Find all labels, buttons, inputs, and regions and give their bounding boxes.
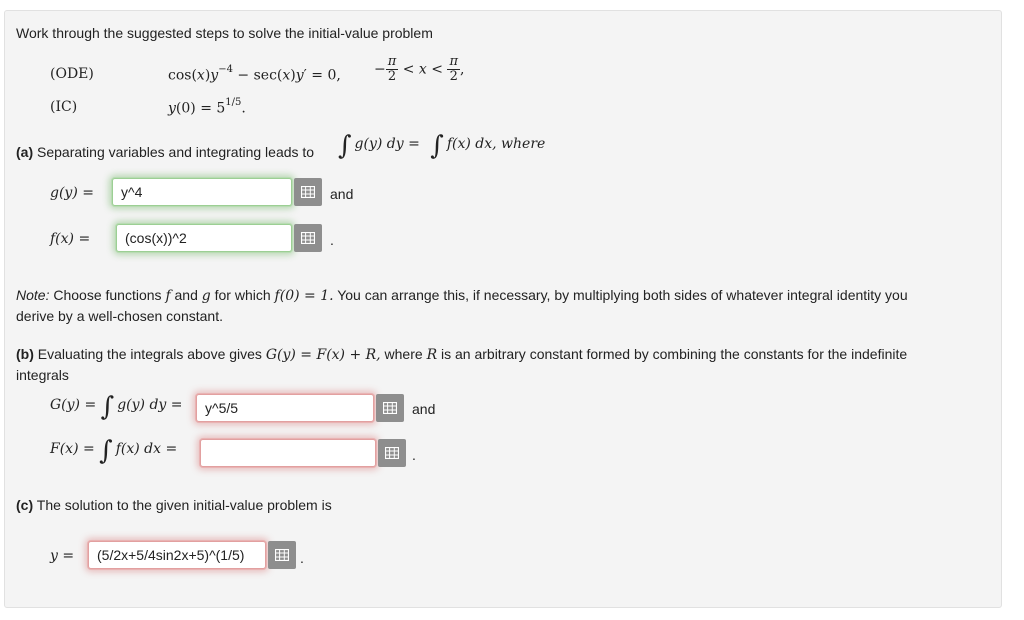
period-b: . xyxy=(412,447,416,463)
F-expression: F(x) = ∫ f(x) dx = xyxy=(50,436,178,466)
grid-icon xyxy=(275,549,289,561)
ode-label: (ODE) xyxy=(50,66,94,82)
period-c: . xyxy=(300,550,304,566)
G-input[interactable]: y^5/5 xyxy=(196,394,374,422)
G-grid-button[interactable] xyxy=(376,394,404,422)
y-label: y = xyxy=(50,548,75,564)
note-line-2: derive by a well-chosen constant. xyxy=(16,308,223,324)
f-input[interactable]: (cos(x))^2 xyxy=(116,224,292,252)
period-a: . xyxy=(330,232,334,248)
part-a-text: (a) Separating variables and integrating leads to xyxy=(16,144,315,160)
y-input[interactable]: (5/2x+5/4sin2x+5)^(1/5) xyxy=(88,541,266,569)
grid-icon xyxy=(385,447,399,459)
grid-icon xyxy=(383,402,397,414)
g-label: g(y) = xyxy=(50,185,94,201)
ode-equation: $\cos(x)y^{-4} - \sec(x)y' = 0$, xyxy=(168,64,341,84)
ic-equation: $y(0) = 5^{1/5}$. xyxy=(168,97,246,117)
intro-text: Work through the suggested steps to solve the initial-value problem xyxy=(16,25,433,41)
g-input[interactable]: y^4 xyxy=(112,178,292,206)
and-text-2: and xyxy=(412,401,436,417)
F-input[interactable] xyxy=(200,439,376,467)
part-c-text: (c) The solution to the given initial-value problem is xyxy=(16,497,332,513)
part-b-text: (b) Evaluating the integrals above gives G(y) = F(x) + R, where R is an arbitrary constant formed by combining the constants for the indefinite xyxy=(16,346,908,363)
and-text-1: and xyxy=(330,186,354,202)
part-a-integral-identity: ∫ g(y) dy = ∫ f(x) dx, where xyxy=(338,131,546,161)
y-grid-button[interactable] xyxy=(268,541,296,569)
f-grid-button[interactable] xyxy=(294,224,322,252)
F-grid-button[interactable] xyxy=(378,439,406,467)
grid-icon xyxy=(301,232,315,244)
g-grid-button[interactable] xyxy=(294,178,322,206)
ic-label: (IC) xyxy=(50,99,78,115)
ode-domain: − $\frac{\pi}{2}$ < x < $\frac{\pi}{2}$ , xyxy=(374,54,465,84)
f-label: f(x) = xyxy=(50,231,91,247)
G-expression: G(y) = ∫ g(y) dy = xyxy=(50,392,183,422)
note-line-1: Note: Choose functions f and g for which f(0) = 1. You can arrange this, if necessary, by multiplying both sides of whatever integral identity you xyxy=(16,287,908,304)
grid-icon xyxy=(301,186,315,198)
part-b-line-2: integrals xyxy=(16,367,69,383)
